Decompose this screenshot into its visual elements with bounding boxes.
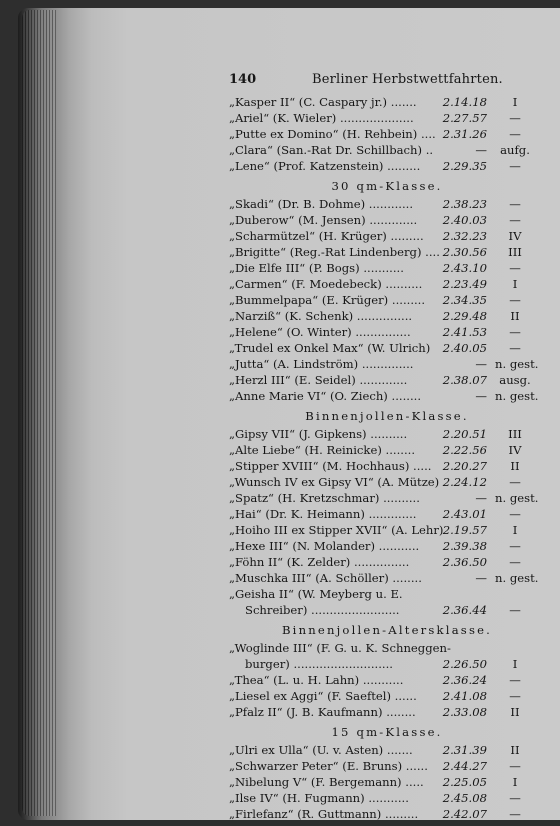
boat-owner: „Duberow“ (M. Jensen) ............. xyxy=(229,213,418,227)
placement: II xyxy=(510,309,520,323)
result-row xyxy=(215,142,545,158)
placement: — xyxy=(509,507,521,521)
result-row xyxy=(215,308,545,324)
boat-owner: „Herzl III“ (E. Seidel) ............. xyxy=(229,373,408,387)
boat-owner: „Nibelung V“ (F. Bergemann) ..... xyxy=(229,775,424,789)
result-row xyxy=(215,276,545,292)
class-heading: Binnenjollen-Altersklasse. xyxy=(281,623,493,637)
placement: IV xyxy=(508,229,522,243)
result-row xyxy=(215,110,545,126)
boat-owner: „Carmen“ (F. Moedebeck) .......... xyxy=(229,277,423,291)
boat-owner: „Ulri ex Ulla“ (U. v. Asten) ....... xyxy=(229,743,413,757)
boat-owner: „Geisha II“ (W. Meyberg u. E. xyxy=(229,587,403,601)
finish-time: — xyxy=(475,571,487,585)
finish-time: 2.25.05 xyxy=(442,775,487,789)
placement: I xyxy=(512,95,518,109)
placement: — xyxy=(509,791,521,805)
boat-owner: „Woglinde III“ (F. G. u. K. Schneggen- xyxy=(229,641,451,655)
page-edges xyxy=(22,10,56,816)
result-row xyxy=(215,94,545,110)
class-heading: Binnenjollen-Klasse. xyxy=(305,409,469,423)
finish-time: 2.33.08 xyxy=(442,705,487,719)
boat-owner: „Narziß“ (K. Schenk) ............... xyxy=(229,309,413,323)
boat-owner: „Kasper II“ (C. Caspary jr.) ....... xyxy=(229,95,417,109)
result-row-continuation xyxy=(215,656,545,672)
placement: III xyxy=(508,245,522,259)
placement: III xyxy=(508,427,522,441)
boat-owner: „Firlefanz“ (R. Guttmann) ......... xyxy=(229,807,419,821)
result-row xyxy=(215,640,545,656)
boat-owner: „Alte Liebe“ (H. Reinicke) ........ xyxy=(229,443,416,457)
boat-owner: „Pfalz II“ (J. B. Kaufmann) ........ xyxy=(229,705,416,719)
placement: II xyxy=(510,705,520,719)
boat-owner: „Skadi“ (Dr. B. Dohme) ............ xyxy=(229,197,414,211)
placement: II xyxy=(510,743,520,757)
result-row-continuation xyxy=(215,602,545,618)
result-row xyxy=(215,196,545,212)
placement: IV xyxy=(508,443,522,457)
finish-time: 2.31.26 xyxy=(442,127,487,141)
finish-time: 2.36.24 xyxy=(442,673,487,687)
placement: I xyxy=(512,775,518,789)
placement: aufg. xyxy=(500,143,530,157)
boat-owner: „Liesel ex Aggi“ (F. Saeftel) ...... xyxy=(229,689,417,703)
result-row xyxy=(215,212,545,228)
finish-time: 2.45.08 xyxy=(442,791,487,805)
boat-owner: „Bummelpapa“ (E. Krüger) ......... xyxy=(229,293,426,307)
placement: — xyxy=(509,673,521,687)
finish-time: 2.14.18 xyxy=(442,95,487,109)
placement: — xyxy=(509,197,521,211)
boat-owner: „Lene“ (Prof. Katzenstein) ......... xyxy=(229,159,421,173)
finish-time: 2.41.53 xyxy=(442,325,487,339)
class-heading: 15 qm-Klasse. xyxy=(331,725,443,739)
finish-time: 2.29.48 xyxy=(442,309,487,323)
result-row xyxy=(215,458,545,474)
boat-owner: „Wunsch IV ex Gipsy VI“ (A. Mütze) xyxy=(229,475,440,489)
boat-owner: „Ilse IV“ (H. Fugmann) ........... xyxy=(229,791,409,805)
result-row xyxy=(215,158,545,174)
placement: — xyxy=(509,689,521,703)
result-row xyxy=(215,244,545,260)
finish-time: 2.43.01 xyxy=(442,507,487,521)
result-row xyxy=(215,742,545,758)
placement: II xyxy=(510,459,520,473)
placement: n. gest. xyxy=(495,491,539,505)
result-row xyxy=(215,790,545,806)
finish-time: 2.41.08 xyxy=(442,689,487,703)
boat-owner: „Helene“ (O. Winter) ............... xyxy=(229,325,411,339)
finish-time: 2.38.23 xyxy=(442,197,487,211)
finish-time: 2.22.56 xyxy=(442,443,487,457)
result-row xyxy=(215,586,545,602)
finish-time: 2.40.03 xyxy=(442,213,487,227)
result-row xyxy=(215,356,545,372)
boat-owner: „Spatz“ (H. Kretzschmar) .......... xyxy=(229,491,420,505)
result-row xyxy=(215,570,545,586)
boat-owner: „Hai“ (Dr. K. Heimann) ............. xyxy=(229,507,417,521)
finish-time: — xyxy=(475,357,487,371)
results-list xyxy=(215,94,545,822)
boat-owner: „Muschka III“ (A. Schöller) ........ xyxy=(229,571,422,585)
page-number: 140 xyxy=(229,72,257,87)
result-row xyxy=(215,672,545,688)
placement: — xyxy=(509,213,521,227)
finish-time: — xyxy=(475,389,487,403)
finish-time: 2.30.56 xyxy=(442,245,487,259)
finish-time: 2.36.50 xyxy=(442,555,487,569)
finish-time: 2.20.51 xyxy=(442,427,487,441)
result-row xyxy=(215,522,545,538)
result-row xyxy=(215,758,545,774)
placement: I xyxy=(512,523,518,537)
finish-time: 2.42.07 xyxy=(442,807,487,821)
boat-owner: „Stipper XVIII“ (M. Hochhaus) ..... xyxy=(229,459,432,473)
finish-time: 2.39.38 xyxy=(442,539,487,553)
boat-owner: „Schwarzer Peter“ (E. Bruns) ...... xyxy=(229,759,428,773)
placement: — xyxy=(509,261,521,275)
boat-owner: „Putte ex Domino“ (H. Rehbein) .... xyxy=(229,127,436,141)
boat-owner: „Hexe III“ (N. Molander) ........... xyxy=(229,539,420,553)
boat-owner: „Scharmützel“ (H. Krüger) ......... xyxy=(229,229,424,243)
results-page xyxy=(215,68,545,822)
finish-time: 2.23.49 xyxy=(442,277,487,291)
boat-owner: „Thea“ (L. u. H. Lahn) ........... xyxy=(229,673,404,687)
result-row xyxy=(215,506,545,522)
placement: — xyxy=(509,127,521,141)
finish-time: 2.31.39 xyxy=(442,743,487,757)
result-row xyxy=(215,126,545,142)
boat-owner: „Jutta“ (A. Lindström) .............. xyxy=(229,357,414,371)
finish-time: 2.20.27 xyxy=(442,459,487,473)
result-row xyxy=(215,442,545,458)
placement: — xyxy=(509,325,521,339)
page-header xyxy=(215,68,545,94)
finish-time: 2.26.50 xyxy=(442,657,487,671)
boat-owner: „Hoiho III ex Stipper XVII“ (A. Lehr) xyxy=(229,523,444,537)
placement: — xyxy=(509,159,521,173)
boat-owner: „Anne Marie VI“ (O. Ziech) ........ xyxy=(229,389,421,403)
result-row xyxy=(215,774,545,790)
placement: — xyxy=(509,603,521,617)
result-row xyxy=(215,426,545,442)
placement: I xyxy=(512,657,518,671)
boat-owner: „Trudel ex Onkel Max“ (W. Ulrich) xyxy=(229,341,431,355)
running-title: Berliner Herbstwettfahrten. xyxy=(312,72,503,87)
boat-owner: „Ariel“ (K. Wieler) .................... xyxy=(229,111,414,125)
finish-time: 2.40.05 xyxy=(442,341,487,355)
result-row xyxy=(215,554,545,570)
finish-time: — xyxy=(475,143,487,157)
result-row xyxy=(215,340,545,356)
placement: ausg. xyxy=(499,373,531,387)
boat-owner: „Gipsy VII“ (J. Gipkens) .......... xyxy=(229,427,408,441)
finish-time: 2.27.57 xyxy=(442,111,487,125)
placement: — xyxy=(509,293,521,307)
placement: — xyxy=(509,475,521,489)
finish-time: — xyxy=(475,491,487,505)
result-row xyxy=(215,388,545,404)
result-row xyxy=(215,324,545,340)
boat-owner: „Föhn II“ (K. Zelder) ............... xyxy=(229,555,410,569)
placement: — xyxy=(509,759,521,773)
finish-time: 2.36.44 xyxy=(442,603,487,617)
placement: — xyxy=(509,807,521,821)
boat-owner: Schreiber) ........................ xyxy=(245,603,400,617)
finish-time: 2.24.12 xyxy=(442,475,487,489)
class-heading: 30 qm-Klasse. xyxy=(331,179,443,193)
placement: n. gest. xyxy=(495,357,539,371)
result-row xyxy=(215,372,545,388)
result-row xyxy=(215,260,545,276)
placement: — xyxy=(509,341,521,355)
result-row xyxy=(215,474,545,490)
placement: — xyxy=(509,555,521,569)
finish-time: 2.29.35 xyxy=(442,159,487,173)
result-row xyxy=(215,704,545,720)
placement: — xyxy=(509,111,521,125)
finish-time: 2.38.07 xyxy=(442,373,487,387)
placement: n. gest. xyxy=(495,571,539,585)
finish-time: 2.34.35 xyxy=(442,293,487,307)
placement: — xyxy=(509,539,521,553)
placement: I xyxy=(512,277,518,291)
placement: n. gest. xyxy=(495,389,539,403)
result-row xyxy=(215,490,545,506)
boat-owner: burger) ........................... xyxy=(245,657,393,671)
finish-time: 2.32.23 xyxy=(442,229,487,243)
result-row xyxy=(215,538,545,554)
result-row xyxy=(215,688,545,704)
result-row xyxy=(215,228,545,244)
boat-owner: „Die Elfe III“ (P. Bogs) ........... xyxy=(229,261,404,275)
finish-time: 2.43.10 xyxy=(442,261,487,275)
boat-owner: „Brigitte“ (Reg.-Rat Lindenberg) .... xyxy=(229,245,440,259)
result-row xyxy=(215,806,545,822)
finish-time: 2.19.57 xyxy=(442,523,487,537)
result-row xyxy=(215,292,545,308)
boat-owner: „Clara“ (San.-Rat Dr. Schillbach) .. xyxy=(229,143,434,157)
finish-time: 2.44.27 xyxy=(442,759,487,773)
